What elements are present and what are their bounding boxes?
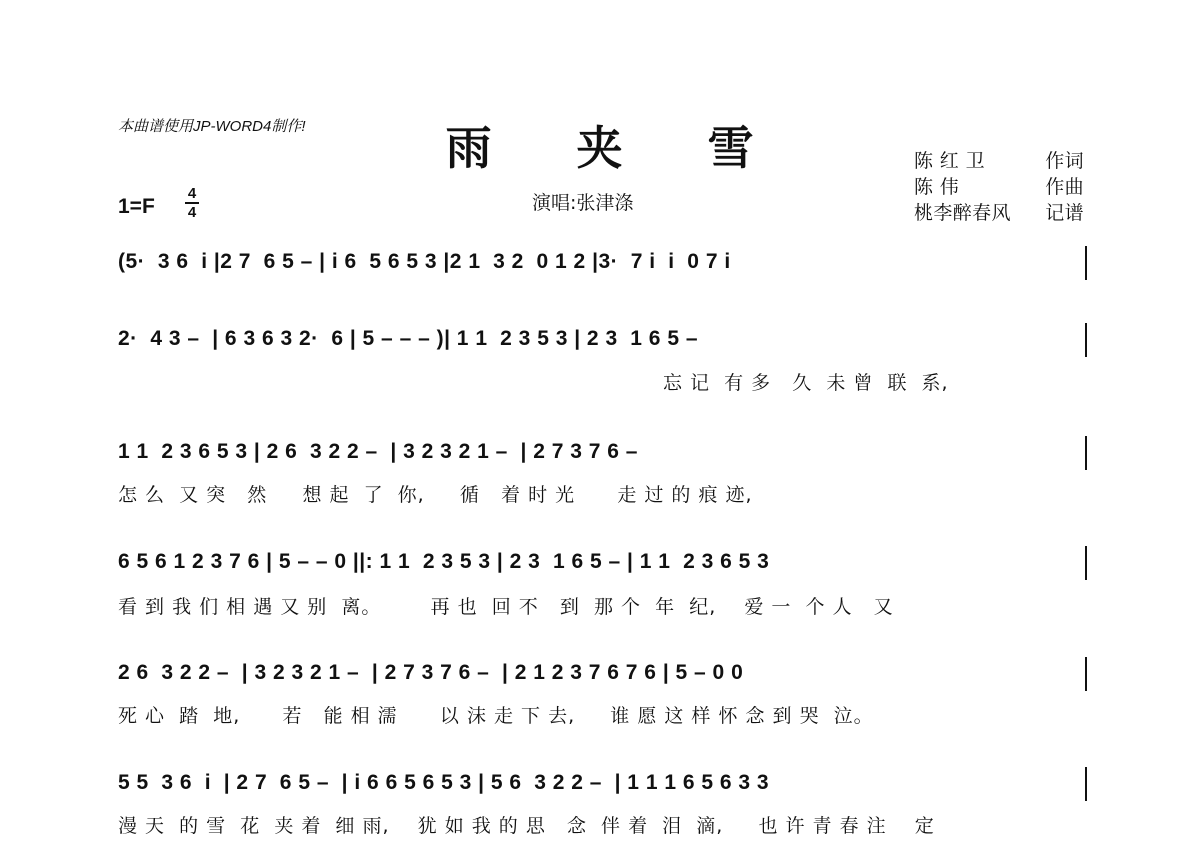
staff-lyrics: 死 心 踏 地, 若 能 相 濡 以 沫 走 下 去, 谁 愿 这 样 怀 念 到 哭 泣。	[118, 705, 874, 727]
title-char: 夹	[576, 121, 624, 175]
credits	[914, 148, 1084, 226]
staff-notes: 5 5 3 6 i | 2 7 6 5 – | i 6 6 5 6 5 3 | 5 6 3 2 2 – | 1 1 1 6 5 6 3 3	[118, 771, 770, 794]
staff-notes: 6 5 6 1 2 3 7 6 | 5 – – 0 ||: 1 1 2 3 5 3 | 2 3 1 6 5 – | 1 1 2 3 6 5 3	[118, 550, 770, 573]
credit-role: 作曲	[1045, 176, 1084, 198]
credit-name: 桃李醉春风	[914, 202, 1011, 224]
barline	[1085, 436, 1087, 470]
title-char: 雪	[707, 121, 755, 175]
time-signature-top: 4	[187, 185, 197, 202]
credit-role: 记谱	[1045, 202, 1084, 224]
barline	[1085, 546, 1087, 580]
software-note: 本曲谱使用JP-WORD4制作!	[118, 118, 306, 135]
credit-role: 作词	[1045, 150, 1084, 172]
staff-notes: 2 6 3 2 2 – | 3 2 3 2 1 – | 2 7 3 7 6 – | 2 1 2 3 7 6 7 6 | 5 – 0 0	[118, 661, 744, 684]
time-signature	[185, 186, 199, 220]
credit-name: 陈 伟	[914, 176, 960, 198]
staff-notes: (5· 3 6 i |2 7 6 5 – | i 6 5 6 5 3 |2 1 3 2 0 1 2 |3· 7 i i 0 7 i	[118, 250, 731, 273]
staff-notes: 1 1 2 3 6 5 3 | 2 6 3 2 2 – | 3 2 3 2 1 – | 2 7 3 7 6 –	[118, 440, 638, 463]
barline	[1085, 323, 1087, 357]
credit-composer	[914, 174, 1084, 200]
singer: 演唱:张津涤	[532, 192, 634, 214]
staff-lyrics: 忘 记 有 多 久 未 曾 联 系,	[663, 372, 949, 394]
barline	[1085, 657, 1087, 691]
time-signature-bottom: 4	[187, 204, 197, 221]
staff-notes: 2· 4 3 – | 6 3 6 3 2· 6 | 5 – – – )| 1 1 2 3 5 3 | 2 3 1 6 5 –	[118, 327, 699, 350]
title-char: 雨	[445, 121, 493, 175]
key-signature: 1=F	[118, 195, 155, 218]
barline	[1085, 246, 1087, 280]
staff-lyrics: 怎 么 又 突 然 想 起 了 你, 循 着 时 光 走 过 的 痕 迹,	[118, 484, 753, 506]
staff-lyrics: 看 到 我 们 相 遇 又 别 离。 再 也 回 不 到 那 个 年 纪, 爱 一 个 人 又	[118, 596, 894, 618]
credit-name: 陈 红 卫	[914, 150, 985, 172]
credit-lyricist	[914, 148, 1084, 174]
staff-lyrics: 漫 天 的 雪 花 夹 着 细 雨, 犹 如 我 的 思 念 伴 着 泪 滴, 也 许 青 春 注 定	[118, 815, 935, 837]
credit-transcriber	[914, 200, 1084, 226]
barline	[1085, 767, 1087, 801]
